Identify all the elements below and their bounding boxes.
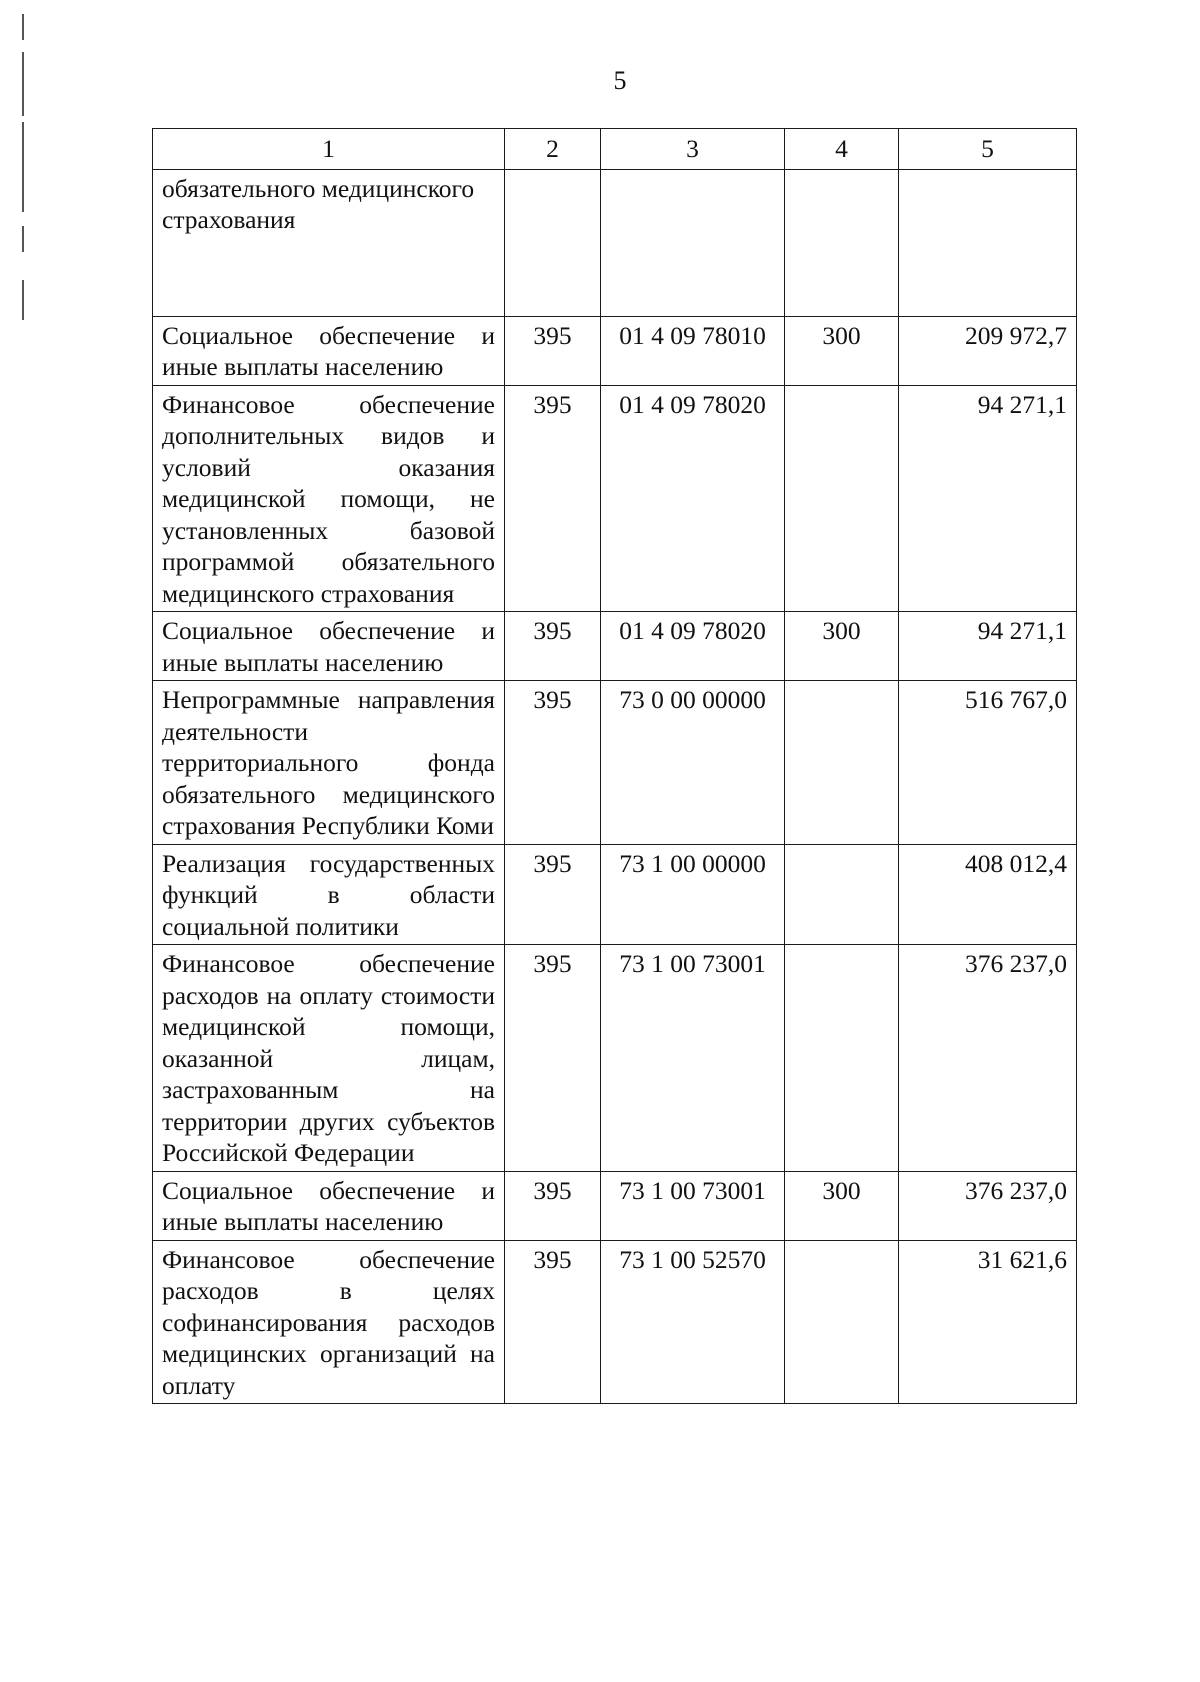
cell-target-code: 73 1 00 00000 bbox=[601, 844, 785, 945]
cell-target-code bbox=[601, 169, 785, 316]
cell-expense-type bbox=[785, 169, 899, 316]
cell-admin-code: 395 bbox=[505, 612, 601, 681]
cell-expense-type: 300 bbox=[785, 316, 899, 385]
cell-expense-type bbox=[785, 681, 899, 845]
column-header-4: 4 bbox=[785, 129, 899, 170]
cell-target-code: 73 1 00 52570 bbox=[601, 1240, 785, 1404]
column-header-5: 5 bbox=[899, 129, 1077, 170]
budget-table bbox=[152, 128, 1077, 1404]
row-name: Финансовое обеспечение расходов на оплату стоимости медицинской помощи, оказанной лицам, застрахованным на территории других субъектов Российской Федерации bbox=[153, 945, 505, 1172]
cell-target-code: 01 4 09 78020 bbox=[601, 385, 785, 612]
table-row bbox=[153, 169, 1077, 316]
cell-target-code: 73 1 00 73001 bbox=[601, 1171, 785, 1240]
row-name: Финансовое обеспечение дополнительных видов и условий оказания медицинской помощи, не установленных базовой программой обязательного медицинского страхования bbox=[153, 385, 505, 612]
table-row bbox=[153, 844, 1077, 945]
cell-expense-type: 300 bbox=[785, 612, 899, 681]
cell-amount: 376 237,0 bbox=[899, 945, 1077, 1172]
scan-edge-marks bbox=[20, 0, 26, 330]
cell-amount: 408 012,4 bbox=[899, 844, 1077, 945]
cell-amount: 209 972,7 bbox=[899, 316, 1077, 385]
row-name: Социальное обеспечение и иные выплаты населению bbox=[153, 316, 505, 385]
cell-target-code: 01 4 09 78020 bbox=[601, 612, 785, 681]
table-row bbox=[153, 945, 1077, 1172]
table-row bbox=[153, 385, 1077, 612]
row-name: Реализация государственных функций в области социальной политики bbox=[153, 844, 505, 945]
table-row bbox=[153, 316, 1077, 385]
row-name: Социальное обеспечение и иные выплаты населению bbox=[153, 612, 505, 681]
cell-amount: 94 271,1 bbox=[899, 612, 1077, 681]
cell-target-code: 73 0 00 00000 bbox=[601, 681, 785, 845]
row-name: Непрограммные направления деятельности территориального фонда обязательного медицинского страхования Республики Коми bbox=[153, 681, 505, 845]
cell-amount: 31 621,6 bbox=[899, 1240, 1077, 1404]
row-name: Финансовое обеспечение расходов в целях софинансирования расходов медицинских организаций на оплату bbox=[153, 1240, 505, 1404]
cell-admin-code: 395 bbox=[505, 316, 601, 385]
cell-amount bbox=[899, 169, 1077, 316]
cell-target-code: 73 1 00 73001 bbox=[601, 945, 785, 1172]
cell-amount: 376 237,0 bbox=[899, 1171, 1077, 1240]
table-row bbox=[153, 1171, 1077, 1240]
table-row bbox=[153, 1240, 1077, 1404]
table-row bbox=[153, 612, 1077, 681]
column-header-2: 2 bbox=[505, 129, 601, 170]
column-header-3: 3 bbox=[601, 129, 785, 170]
cell-expense-type bbox=[785, 844, 899, 945]
cell-admin-code: 395 bbox=[505, 681, 601, 845]
cell-admin-code bbox=[505, 169, 601, 316]
cell-admin-code: 395 bbox=[505, 385, 601, 612]
cell-target-code: 01 4 09 78010 bbox=[601, 316, 785, 385]
cell-expense-type: 300 bbox=[785, 1171, 899, 1240]
cell-expense-type bbox=[785, 945, 899, 1172]
row-name: обязательного медицинского страхования bbox=[153, 169, 505, 316]
cell-admin-code: 395 bbox=[505, 1240, 601, 1404]
table-row bbox=[153, 681, 1077, 845]
cell-admin-code: 395 bbox=[505, 945, 601, 1172]
cell-expense-type bbox=[785, 1240, 899, 1404]
cell-expense-type bbox=[785, 385, 899, 612]
cell-admin-code: 395 bbox=[505, 844, 601, 945]
cell-amount: 516 767,0 bbox=[899, 681, 1077, 845]
column-header-1: 1 bbox=[153, 129, 505, 170]
cell-amount: 94 271,1 bbox=[899, 385, 1077, 612]
row-name: Социальное обеспечение и иные выплаты населению bbox=[153, 1171, 505, 1240]
header-row bbox=[153, 129, 1077, 170]
cell-admin-code: 395 bbox=[505, 1171, 601, 1240]
page-number: 5 bbox=[613, 66, 627, 95]
